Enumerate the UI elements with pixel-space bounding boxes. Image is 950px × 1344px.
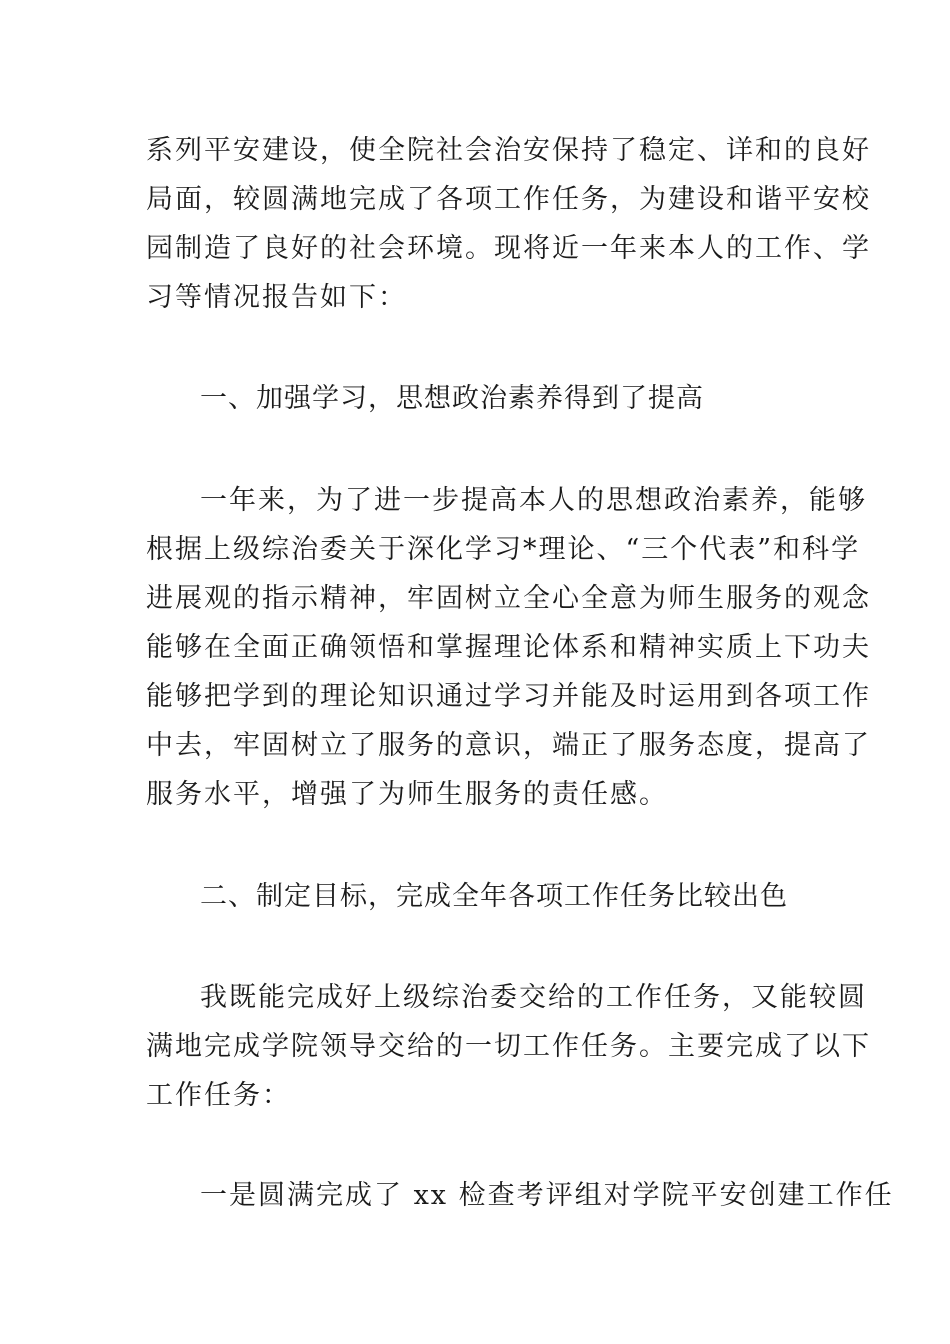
paragraph-line: 能够在全面正确领悟和掌握理论体系和精神实质上下功夫	[146, 632, 871, 663]
paragraph-line: 能够把学到的理论知识通过学习并能及时运用到各项工作	[146, 681, 871, 712]
section-heading-text: 二、制定目标，完成全年各项工作任务比较出色	[200, 881, 788, 912]
paragraph-line: 园制造了良好的社会环境。现将近一年来本人的工作、学	[146, 233, 871, 264]
paragraph-line: 服务水平，增强了为师生服务的责任感。	[146, 779, 668, 810]
paragraph-line: 一是圆满完成了 xx 检查考评组对学院平安创建工作任	[200, 1180, 894, 1211]
section-2-heading	[146, 872, 816, 921]
paragraph-line: 习等情况报告如下：	[146, 282, 407, 313]
section-1-paragraph	[146, 476, 871, 819]
item-1-paragraph	[146, 1171, 894, 1220]
paragraph-line: 进展观的指示精神，牢固树立全心全意为师生服务的观念	[146, 583, 871, 614]
paragraph-line: 局面，较圆满地完成了各项工作任务，为建设和谐平安校	[146, 184, 871, 215]
paragraph-line: 满地完成学院领导交给的一切工作任务。主要完成了以下	[146, 1031, 871, 1062]
paragraph-line: 工作任务：	[146, 1080, 291, 1111]
intro-paragraph	[146, 126, 871, 322]
paragraph-line: 根据上级综治委关于深化学习*理论、“三个代表”和科学	[146, 534, 861, 565]
paragraph-line: 中去，牢固树立了服务的意识，端正了服务态度，提高了	[146, 730, 871, 761]
paragraph-line: 一年来，为了进一步提高本人的思想政治素养，能够	[200, 485, 867, 516]
section-2-paragraph	[146, 973, 871, 1120]
paragraph-line: 系列平安建设，使全院社会治安保持了稳定、详和的良好	[146, 135, 871, 166]
paragraph-line: 我既能完成好上级综治委交给的工作任务，又能较圆	[200, 982, 867, 1013]
section-1-heading	[146, 374, 816, 423]
section-heading-text: 一、加强学习，思想政治素养得到了提高	[200, 383, 704, 414]
